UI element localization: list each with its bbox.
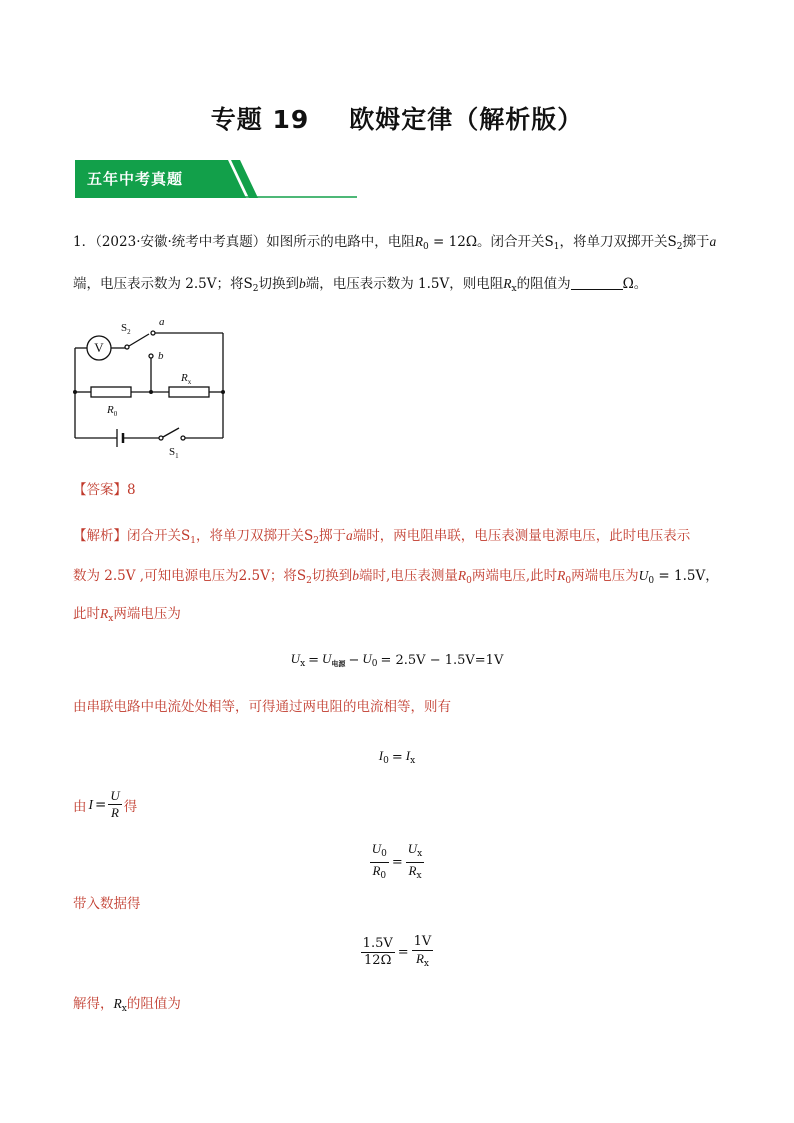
var-sub: x bbox=[121, 1004, 127, 1014]
var-sub: 0 bbox=[380, 871, 387, 881]
terminal-b-label: b bbox=[158, 350, 164, 362]
question-text: 1．（2023·安徽·统考中考真题）如图所示的电路中，电阻 bbox=[73, 234, 415, 250]
analysis-text: 的阻值为 bbox=[126, 996, 181, 1012]
var-s: S bbox=[243, 276, 253, 292]
equation-ratio bbox=[0, 838, 794, 884]
var-sub: x bbox=[511, 284, 517, 294]
analysis-text: 得 bbox=[123, 798, 138, 815]
var-s: S bbox=[303, 528, 314, 544]
fraction bbox=[108, 788, 121, 821]
var-sub: 0 bbox=[371, 659, 378, 669]
var-sub: 1 bbox=[553, 242, 560, 252]
analysis-text: 由 bbox=[73, 798, 87, 815]
question-text: 端，电压表示数为 2.5V；将 bbox=[73, 276, 244, 292]
fraction bbox=[406, 841, 424, 884]
var-sub: 0 bbox=[565, 576, 572, 586]
var-sub: 2 bbox=[252, 284, 259, 294]
var-i: I bbox=[88, 796, 93, 812]
var-sub: x bbox=[300, 659, 306, 669]
eq-rest: = 2.5V − 1.5V=1V bbox=[380, 652, 504, 668]
analysis-line-6: 带入数据得 bbox=[73, 896, 141, 912]
var-s: S bbox=[181, 528, 191, 544]
numerator: 1V bbox=[413, 933, 432, 949]
var-s: S bbox=[667, 234, 677, 250]
s1-label: $S_1$ bbox=[169, 446, 179, 460]
var-r: R bbox=[503, 276, 512, 291]
var-sub: 0 bbox=[383, 756, 389, 766]
question-text: Ω。 bbox=[622, 276, 648, 292]
equation-ux bbox=[0, 648, 794, 669]
question-text: 掷于 bbox=[682, 234, 710, 250]
equation-i bbox=[0, 745, 794, 766]
analysis-text: 解得， bbox=[73, 996, 114, 1012]
var-u: U bbox=[638, 568, 649, 583]
var-u: U bbox=[322, 651, 332, 666]
eq-sign: = bbox=[397, 945, 409, 960]
title-topic: 专题 19 bbox=[210, 105, 310, 134]
equation-substitute bbox=[0, 932, 794, 972]
analysis-text: 两端电压为 bbox=[571, 568, 639, 584]
analysis-text: 数为 2.5V ,可知电源电压为 bbox=[73, 568, 239, 584]
analysis-label: 【解析】 bbox=[73, 528, 127, 544]
var-b: b bbox=[299, 276, 306, 291]
s2-label: $S_2$ bbox=[121, 322, 131, 336]
r0-value: = 12Ω bbox=[428, 234, 478, 250]
var-r: R bbox=[457, 568, 467, 583]
var-sub: x bbox=[416, 871, 422, 881]
eq-sign: = bbox=[308, 652, 320, 668]
analysis-text: 两端电压,此时 bbox=[471, 568, 558, 584]
eq-sign: = bbox=[391, 749, 403, 765]
var-a: a bbox=[345, 528, 353, 543]
eq-sign: = bbox=[391, 855, 403, 870]
var-u: U bbox=[407, 841, 418, 856]
terminal-a-label: a bbox=[159, 316, 165, 328]
var-u: U bbox=[290, 651, 301, 666]
var-r: R bbox=[372, 863, 381, 878]
var-sub: 0 bbox=[381, 849, 387, 859]
analysis-text: 端时，两电阻串联，电压表测量电源电压，此时电压表示 bbox=[352, 528, 691, 544]
var-r: R bbox=[113, 996, 122, 1011]
analysis-text: 切换到 bbox=[311, 568, 353, 584]
var-sub: x bbox=[108, 614, 114, 624]
var-b: b bbox=[352, 568, 360, 583]
eq-sign: = bbox=[95, 796, 107, 813]
analysis-text: 2.5V bbox=[238, 568, 270, 584]
analysis-text: 端时,电压表测量 bbox=[359, 568, 458, 584]
analysis-text: ；将 bbox=[269, 568, 297, 584]
var-r: R bbox=[100, 606, 109, 621]
analysis-text: 两端电压为 bbox=[113, 606, 181, 622]
question-line-1 bbox=[73, 232, 716, 257]
question-text: 切换到 bbox=[258, 276, 299, 292]
var-u: U bbox=[371, 841, 382, 856]
fraction bbox=[361, 936, 395, 969]
question-text: 。闭合开关 bbox=[477, 234, 545, 250]
analysis-text: = 1.5V， bbox=[654, 568, 719, 584]
analysis-line-2 bbox=[73, 566, 719, 591]
analysis-line-3 bbox=[73, 604, 181, 629]
var-sub: x bbox=[410, 756, 416, 766]
var-sub: 1 bbox=[190, 536, 196, 546]
analysis-line-1 bbox=[73, 526, 690, 551]
var-i: I bbox=[378, 748, 384, 763]
var-u: U bbox=[362, 651, 372, 666]
var-sub: 0 bbox=[466, 576, 472, 586]
var-sub: x bbox=[417, 849, 423, 859]
var-sub: 电源 bbox=[331, 660, 346, 668]
var-sub: 0 bbox=[423, 242, 429, 252]
question-line-2 bbox=[73, 274, 647, 299]
fraction bbox=[370, 841, 389, 884]
voltmeter-label: V bbox=[94, 340, 104, 355]
var-s: S bbox=[296, 568, 307, 584]
analysis-text: 此时 bbox=[73, 606, 100, 622]
numerator: U bbox=[110, 788, 120, 803]
analysis-line-4: 由串联电路中电流处处相等，可得通过两电阻的电流相等，则有 bbox=[73, 699, 451, 715]
answer-line bbox=[73, 480, 136, 500]
rx-label: $R_x$ bbox=[181, 372, 192, 386]
var-sub: x bbox=[423, 958, 429, 969]
var-r: R bbox=[557, 568, 566, 583]
var-r: R bbox=[415, 950, 424, 966]
section-banner bbox=[75, 160, 357, 198]
circuit-diagram bbox=[65, 312, 235, 462]
page-title bbox=[0, 100, 794, 136]
denominator: R bbox=[111, 805, 119, 820]
analysis-line-5 bbox=[73, 788, 137, 821]
var-i: I bbox=[405, 748, 411, 763]
answer-label: 【答案】 bbox=[73, 482, 127, 498]
analysis-line-7 bbox=[73, 994, 181, 1019]
question-text: ，将单刀双掷开关 bbox=[559, 234, 668, 250]
denominator: 12Ω bbox=[364, 953, 392, 968]
question-text: 的阻值为 bbox=[516, 276, 571, 292]
section-title: 五年中考真题 bbox=[87, 170, 184, 188]
var-a: a bbox=[709, 234, 717, 249]
fraction bbox=[412, 934, 434, 972]
answer-blank bbox=[571, 275, 623, 290]
answer-value: 8 bbox=[127, 482, 136, 498]
analysis-text: ，将单刀双掷开关 bbox=[195, 528, 304, 544]
var-sub: 2 bbox=[313, 536, 319, 546]
analysis-text: 掷于 bbox=[318, 528, 346, 544]
question-text: 端，电压表示数为 1.5V，则电阻 bbox=[305, 276, 504, 292]
r0-label: $R_0$ bbox=[107, 404, 118, 418]
title-subject: 欧姆定律（解析版） bbox=[349, 105, 584, 134]
var-sub: 2 bbox=[306, 576, 312, 586]
var-r: R bbox=[414, 234, 424, 249]
var-r: R bbox=[408, 863, 417, 878]
var-sub: 0 bbox=[648, 576, 655, 586]
minus-sign: − bbox=[348, 652, 360, 668]
var-s: S bbox=[544, 234, 554, 250]
numerator: 1.5V bbox=[362, 936, 393, 951]
var-sub: 2 bbox=[676, 242, 683, 252]
analysis-text: 闭合开关 bbox=[127, 528, 181, 544]
